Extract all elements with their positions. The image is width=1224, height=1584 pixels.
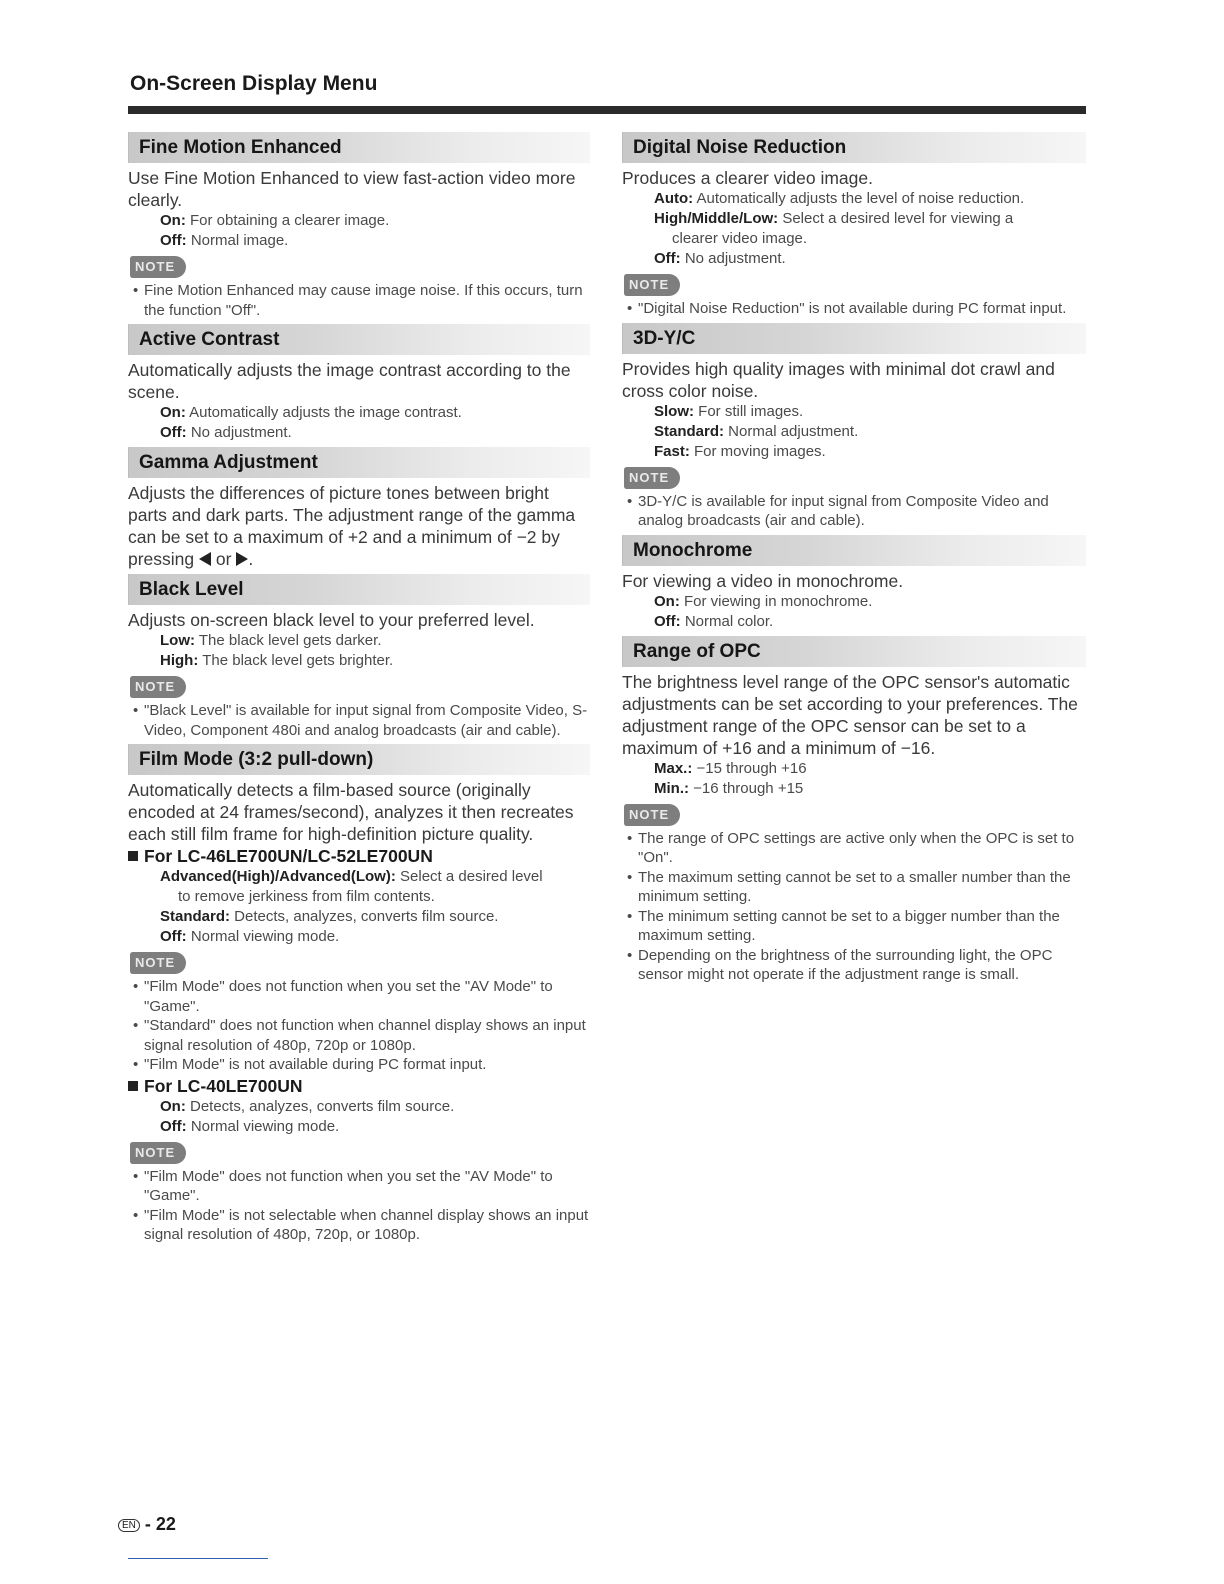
option-standard — [622, 422, 1086, 442]
option-text: No adjustment. — [186, 424, 292, 441]
option-text: Detects, analyzes, converts film source. — [185, 1097, 455, 1115]
option-off — [128, 1117, 590, 1137]
option-high-middle-low — [622, 209, 1086, 229]
note-item: • 3D-Y/C is available for input signal from Composite Video and analog broadcasts (air and cable). — [622, 492, 1086, 531]
option-slow — [622, 402, 1086, 422]
note-item: • "Film Mode" does not function when you set the "AV Mode" to "Game". — [128, 977, 590, 1016]
gamma-text: Adjusts the differences of picture tones between bright parts and dark parts. The adjustment range of the gamma can be set to a maximum of +2 and a minimum of −2 by pressing — [128, 483, 576, 569]
note-item: • "Standard" does not function when channel display shows an input signal resolution of 480p, 720p or 1080p. — [128, 1016, 590, 1055]
option-text: The black level gets darker. — [195, 632, 382, 649]
option-text: Normal adjustment. — [724, 422, 859, 440]
option-text: Automatically adjusts the level of noise reduction. — [693, 190, 1025, 207]
page-number: 22 — [155, 1514, 176, 1534]
option-label: Off: — [654, 612, 681, 630]
option-off — [622, 249, 1086, 269]
option-max — [622, 759, 1086, 779]
option-label: Low: — [160, 632, 195, 649]
gamma-or: or — [211, 549, 237, 569]
section-description: Provides high quality images with minimal dot crawl and cross color noise. — [622, 358, 1055, 401]
option-min — [622, 779, 1086, 799]
section-title: 3D-Y/C — [622, 323, 1086, 354]
model-heading — [128, 1075, 590, 1097]
note-item: • Fine Motion Enhanced may cause image noise. If this occurs, turn the function "Off". — [128, 281, 590, 320]
note-item: • "Film Mode" is not available during PC format input. — [128, 1055, 590, 1075]
note-badge: NOTE — [130, 676, 186, 698]
left-column — [128, 128, 590, 1245]
header-rule — [128, 106, 1086, 114]
right-arrow-icon — [236, 552, 248, 566]
page-footer — [118, 1514, 176, 1535]
option-on — [622, 592, 1086, 612]
section-description: Automatically detects a film-based source (originally encoded at 24 frames/second), analyzes it then recreates each still film frame for high-definition picture quality. — [128, 780, 574, 844]
option-on — [128, 1097, 590, 1117]
section-black-level — [128, 574, 590, 740]
option-low — [128, 631, 590, 651]
section-description — [128, 482, 590, 570]
option-label: On: — [160, 404, 186, 421]
section-description: Produces a clearer video image. — [622, 168, 873, 188]
option-text: Normal color. — [680, 612, 774, 630]
option-label: Standard: — [654, 422, 725, 440]
section-title: Film Mode (3:2 pull-down) — [128, 744, 590, 775]
option-text: The black level gets brighter. — [198, 652, 394, 669]
option-text: Select a desired level — [395, 868, 543, 885]
option-label: High/Middle/Low: — [654, 210, 779, 227]
section-digital-noise-reduction — [622, 132, 1086, 319]
option-on — [128, 403, 590, 423]
option-text: For obtaining a clearer image. — [185, 212, 390, 229]
option-text: Detects, analyzes, converts film source. — [230, 908, 499, 925]
section-title: Monochrome — [622, 535, 1086, 566]
section-description: For viewing a video in monochrome. — [622, 570, 904, 591]
option-text: Select a desired level for viewing a — [778, 210, 1014, 227]
option-label: Fast: — [654, 442, 690, 460]
note-badge: NOTE — [130, 1142, 186, 1164]
option-text: Normal viewing mode. — [186, 1117, 340, 1135]
language-badge: EN — [118, 1519, 140, 1532]
square-bullet-icon — [128, 1081, 138, 1091]
section-description: Use Fine Motion Enhanced to view fast-action video more clearly. — [128, 168, 576, 210]
note-badge: NOTE — [624, 467, 680, 489]
option-label: Off: — [160, 928, 187, 945]
option-label: On: — [160, 1097, 186, 1115]
option-text: Normal image. — [186, 232, 289, 249]
note-badge: NOTE — [130, 256, 186, 278]
option-label: High: — [160, 652, 199, 669]
note-item: • "Digital Noise Reduction" is not available during PC format input. — [622, 299, 1086, 319]
section-title: Range of OPC — [622, 636, 1086, 667]
option-off — [128, 927, 590, 947]
section-active-contrast — [128, 324, 590, 443]
option-label: Standard: — [160, 908, 231, 925]
section-3d-yc — [622, 323, 1086, 531]
option-off — [128, 231, 590, 251]
section-description: The brightness level range of the OPC sensor's automatic adjustments can be set according to your preferences. The adjustment range of the OPC sensor can be set to a maximum of +16 and a minimum of −16. — [622, 671, 1078, 758]
section-title: Fine Motion Enhanced — [128, 132, 590, 163]
gamma-end: . — [248, 549, 254, 569]
option-auto — [622, 189, 1086, 209]
note-item: • "Film Mode" does not function when you set the "AV Mode" to "Game". — [128, 1167, 590, 1206]
option-text: No adjustment. — [680, 250, 786, 267]
option-text: Automatically adjusts the image contrast. — [185, 404, 462, 421]
section-title: Active Contrast — [128, 324, 590, 355]
option-label: Off: — [160, 232, 187, 249]
note-item: • The range of OPC settings are active only when the OPC is set to "On". — [622, 829, 1086, 868]
note-item: • "Film Mode" is not selectable when channel display shows an input signal resolution of 480p, 720p, or 1080p. — [128, 1206, 590, 1245]
section-range-of-opc — [622, 636, 1086, 985]
option-label: Auto: — [654, 190, 694, 207]
square-bullet-icon — [128, 851, 138, 861]
option-text: For moving images. — [689, 442, 826, 460]
option-label: Max.: — [654, 759, 693, 777]
page-title: On-Screen Display Menu — [130, 72, 378, 95]
footer-separator: - — [139, 1514, 156, 1534]
option-off — [128, 423, 590, 443]
section-film-mode — [128, 744, 590, 1245]
option-label: Slow: — [654, 402, 694, 420]
note-item: • "Black Level" is available for input signal from Composite Video, S-Video, Component 480i and analog broadcasts (air and cable). — [128, 701, 590, 740]
option-off — [622, 612, 1086, 632]
note-badge: NOTE — [624, 804, 680, 826]
option-text: −16 through +15 — [689, 779, 804, 797]
left-arrow-icon — [199, 552, 211, 566]
right-column — [622, 128, 1086, 985]
option-label: Off: — [654, 250, 681, 267]
model-heading-text: For LC-46LE700UN/LC-52LE700UN — [144, 846, 433, 866]
option-label: Off: — [160, 1117, 187, 1135]
option-standard — [128, 907, 590, 927]
model-heading — [128, 845, 590, 867]
note-item: • The maximum setting cannot be set to a smaller number than the minimum setting. — [622, 868, 1086, 907]
option-text: Normal viewing mode. — [186, 928, 340, 945]
note-item: • The minimum setting cannot be set to a bigger number than the maximum setting. — [622, 907, 1086, 946]
option-label: Off: — [160, 424, 187, 441]
note-item: • Depending on the brightness of the surrounding light, the OPC sensor might not operate if the adjustment range is small. — [622, 946, 1086, 985]
section-title: Gamma Adjustment — [128, 447, 590, 478]
section-description: Automatically adjusts the image contrast according to the scene. — [128, 360, 571, 402]
option-text: For still images. — [694, 402, 804, 420]
option-on — [128, 211, 590, 231]
model-heading-text: For LC-40LE700UN — [144, 1075, 303, 1096]
option-continuation: clearer video image. — [672, 230, 808, 247]
footer-line — [128, 1558, 268, 1559]
option-continuation: to remove jerkiness from film contents. — [178, 888, 435, 905]
option-label: On: — [654, 592, 680, 610]
option-fast — [622, 442, 1086, 462]
note-badge: NOTE — [130, 952, 186, 974]
option-text: For viewing in monochrome. — [679, 592, 873, 610]
section-title: Black Level — [128, 574, 590, 605]
section-monochrome — [622, 535, 1086, 632]
section-gamma-adjustment — [128, 447, 590, 570]
section-description: Adjusts on-screen black level to your preferred level. — [128, 610, 535, 630]
section-title: Digital Noise Reduction — [622, 132, 1086, 163]
note-badge: NOTE — [624, 274, 680, 296]
option-advanced — [128, 867, 590, 887]
option-high — [128, 651, 590, 671]
option-text: −15 through +16 — [692, 759, 807, 777]
option-label: On: — [160, 212, 186, 229]
section-fine-motion-enhanced — [128, 132, 590, 320]
option-label: Min.: — [654, 779, 689, 797]
option-label: Advanced(High)/Advanced(Low): — [160, 868, 396, 885]
